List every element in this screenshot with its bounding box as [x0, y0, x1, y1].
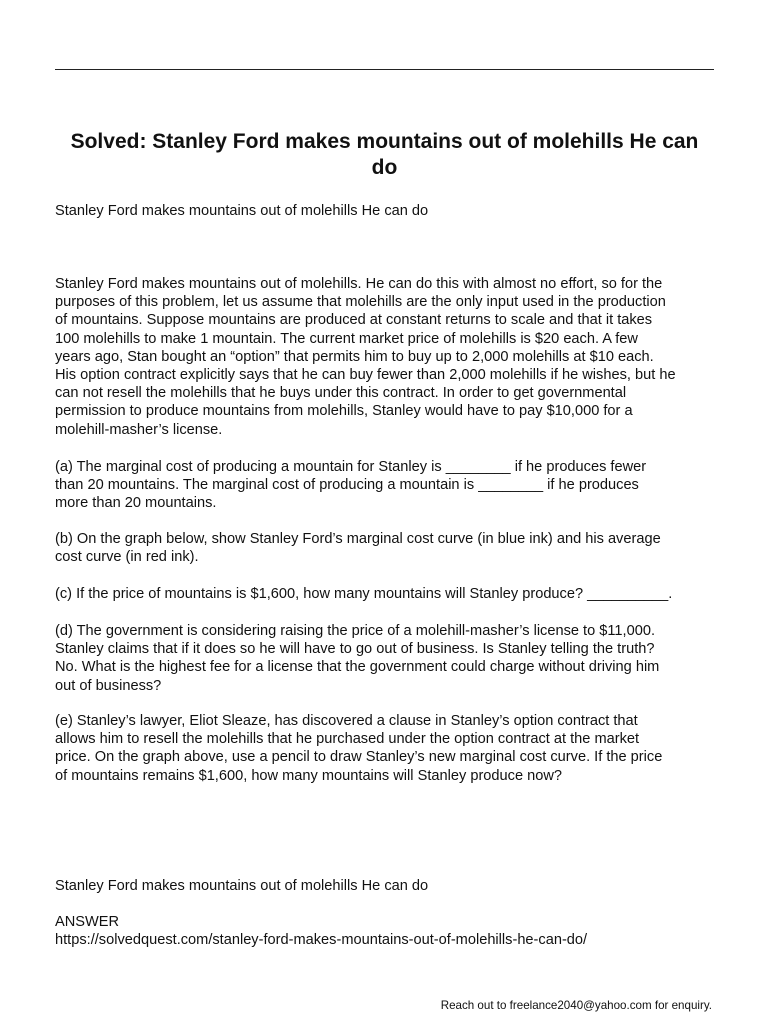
problem-intro: Stanley Ford makes mountains out of molehills. He can do this with almost no effort, so for the purposes of this problem, let us assume that molehills are the only input used in the production of mountains. Suppose mountains are produced at constant returns to scale and that it takes 100 molehills to make 1 mountain. The current market price of molehills is $20 each. A few years ago, Stan bought an “option” that permits him to buy up to 2,000 molehills at $10 each. His option contract explicitly says that he can buy fewer than 2,000 molehills if he wishes, but he can not resell the molehills that he buys under this contract. In order to get governmental permission to produce mountains from molehills, Stanley would have to pay $10,000 for a molehill-masher’s license. — [55, 276, 676, 438]
answer-label: ANSWER — [55, 914, 120, 930]
answer-link[interactable]: https://solvedquest.com/stanley-ford-makes-mountains-out-of-molehills-he-can-do/ — [55, 932, 588, 948]
subtitle: Stanley Ford makes mountains out of molehills He can do — [55, 203, 429, 219]
closing-line: Stanley Ford makes mountains out of molehills He can do — [55, 878, 429, 894]
header-divider — [55, 69, 714, 70]
question-part-e: (e) Stanley’s lawyer, Eliot Sleaze, has discovered a clause in Stanley’s option contract that allows him to resell the molehills that he purchased under the option contract at the market price. On the graph above, use a pencil to draw Stanley’s new marginal cost curve. If the price of mountains remains $1,600, how many mountains will Stanley produce now? — [55, 713, 663, 784]
page-title: Solved: Stanley Ford makes mountains out of molehills He can do — [70, 130, 699, 179]
question-part-c: (c) If the price of mountains is $1,600, how many mountains will Stanley produce? __________. — [55, 586, 673, 602]
question-part-d: (d) The government is considering raising the price of a molehill-masher’s license to $11,000. Stanley claims that if it does so he will have to go out of business. Is Stanley telling the truth? No. What is the highest fee for a license that the government could charge without driving him out of business? — [55, 623, 660, 694]
footer-contact: Reach out to freelance2040@yahoo.com for enquiry. — [440, 999, 712, 1012]
question-part-a: (a) The marginal cost of producing a mountain for Stanley is ________ if he produces fewer than 20 mountains. The marginal cost of producing a mountain is ________ if he produces more than 20 mountains. — [55, 459, 647, 512]
question-part-b: (b) On the graph below, show Stanley Ford’s marginal cost curve (in blue ink) and his average cost curve (in red ink). — [55, 531, 661, 566]
